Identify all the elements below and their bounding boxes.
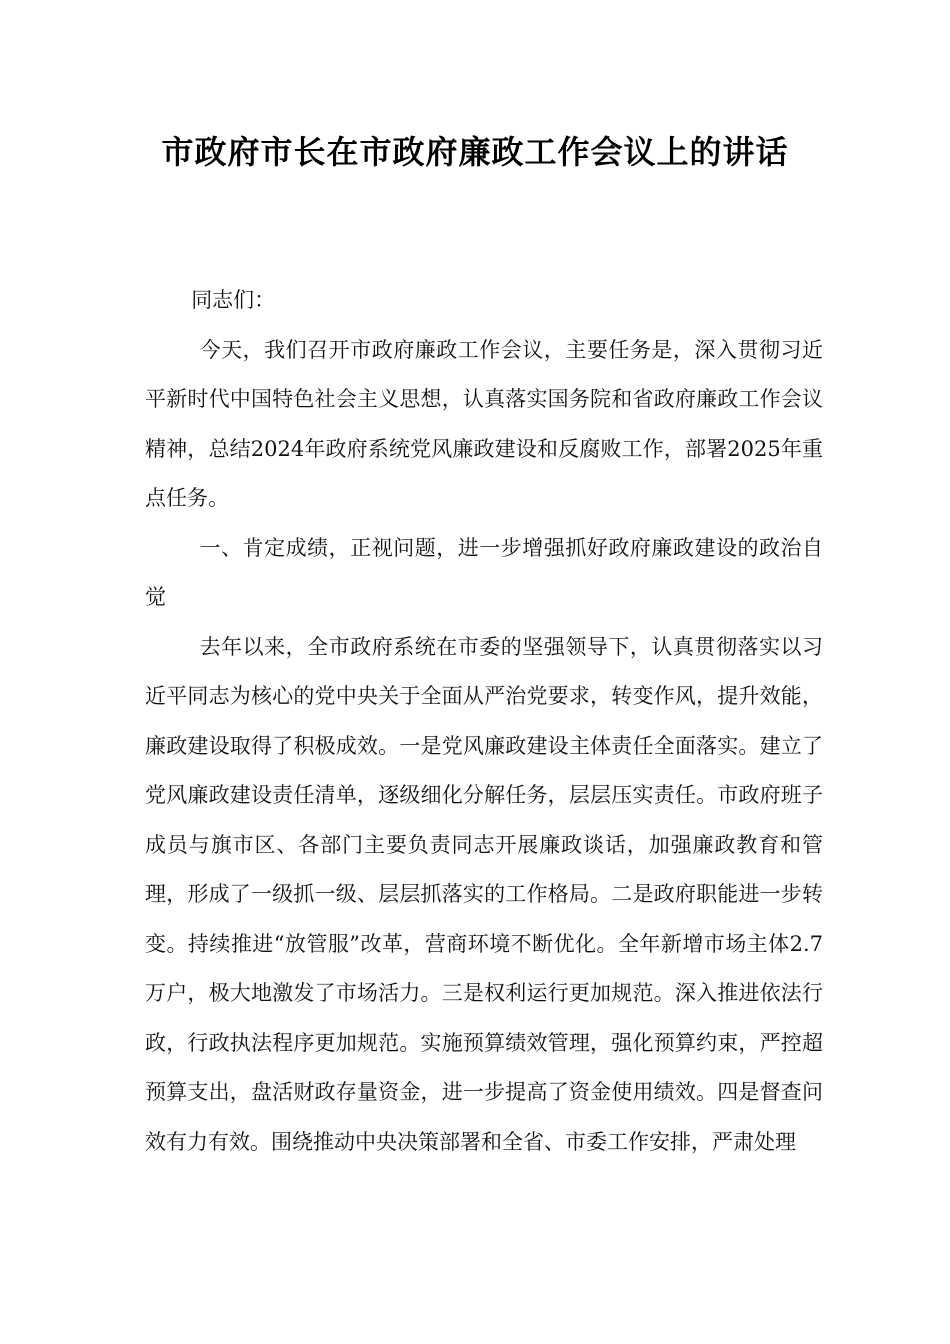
- paragraph-achievements: 去年以来，全市政府系统在市委的坚强领导下，认真贯彻落实以习近平同志为核心的党中央关于全面从严治党要求，转变作风，提升效能，廉政建设取得了积极成效。一是党风廉政建设主体责任全面落实。建立了党风廉政建设责任清单，逐级细化分解任务，层层压实责任。市政府班子成员与旗市区、各部门主要负责同志开展廉政谈话，加强廉政教育和管理，形成了一级抓一级、层层抓落实的工作格局。二是政府职能进一步转变。持续推进“放管服”改革，营商环境不断优化。全年新增市场主体2.7万户，极大地激发了市场活力。三是权利运行更加规范。深入推进依法行政，行政执法程序更加规范。实施预算绩效管理，强化预算约束，严控超预算支出，盘活财政存量资金，进一步提高了资金使用绩效。四是督查问效有力有效。围绕推动中央决策部署和全省、市委工作安排，严肃处理: [145, 634, 823, 1154]
- salutation: 同志们：: [191, 288, 276, 312]
- document-title: 市政府市长在市政府廉政工作会议上的讲话: [161, 133, 789, 171]
- section-heading-one: 一、肯定成绩，正视问题，进一步增强抓好政府廉政建设的政治自觉: [145, 535, 823, 609]
- document-body: [145, 276, 823, 1167]
- paragraph-intro: 今天，我们召开市政府廉政工作会议，主要任务是，深入贯彻习近平新时代中国特色社会主义思想，认真落实国务院和省政府廉政工作会议精神，总结2024年政府系统党风廉政建设和反腐败工作，部署2025年重点任务。: [145, 337, 823, 510]
